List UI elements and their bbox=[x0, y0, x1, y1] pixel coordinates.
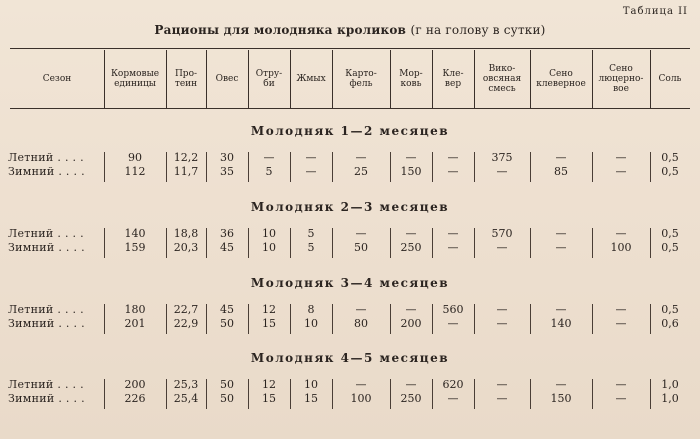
table-cell: 112 bbox=[124, 165, 146, 178]
season-label: Летний . . . . bbox=[8, 227, 84, 240]
table-cell: — bbox=[447, 165, 459, 178]
table-cell: 22,9 bbox=[173, 317, 199, 330]
table-cell: 200 bbox=[400, 317, 422, 330]
section-title: Молодняк 3—4 месяцев bbox=[250, 276, 450, 290]
season-label: Летний . . . . bbox=[8, 151, 84, 164]
table-cell: — bbox=[447, 227, 459, 240]
table-cell: — bbox=[355, 151, 367, 164]
table-cell: 45 bbox=[220, 241, 234, 254]
table-cell: 12 bbox=[262, 303, 276, 316]
table-cell: 1,0 bbox=[661, 378, 679, 391]
table-cell: 100 bbox=[350, 392, 372, 405]
table-cell: — bbox=[496, 317, 508, 330]
table-cell: 0,5 bbox=[661, 241, 679, 254]
table-cell: 85 bbox=[554, 165, 568, 178]
table-cell: 30 bbox=[220, 151, 234, 164]
table-cell: — bbox=[447, 151, 459, 164]
table-cell: 150 bbox=[550, 392, 572, 405]
table-cell: 1,0 bbox=[661, 392, 679, 405]
table-cell: 50 bbox=[220, 392, 234, 405]
column-header: Отру- би bbox=[255, 69, 283, 89]
table-cell: 0,5 bbox=[661, 165, 679, 178]
table-cell: — bbox=[405, 151, 417, 164]
table-cell: — bbox=[263, 151, 275, 164]
table-cell: 35 bbox=[220, 165, 234, 178]
section-title: Молодняк 1—2 месяцев bbox=[250, 124, 450, 138]
table-cell: 12 bbox=[262, 378, 276, 391]
season-label: Зимний . . . . bbox=[8, 392, 85, 405]
table-cell: 250 bbox=[400, 241, 422, 254]
table-cell: — bbox=[615, 378, 627, 391]
table-cell: — bbox=[355, 227, 367, 240]
table-cell: — bbox=[615, 151, 627, 164]
column-header: Карто- фель bbox=[345, 69, 377, 89]
table-cell: 620 bbox=[442, 378, 464, 391]
season-label: Летний . . . . bbox=[8, 303, 84, 316]
column-header: Сено клеверное bbox=[536, 69, 586, 89]
table-cell: 45 bbox=[220, 303, 234, 316]
table-cell: 90 bbox=[128, 151, 142, 164]
table-cell: 201 bbox=[124, 317, 146, 330]
table-cell: — bbox=[447, 392, 459, 405]
table-cell: — bbox=[496, 303, 508, 316]
table-cell: 15 bbox=[262, 317, 276, 330]
season-label: Зимний . . . . bbox=[8, 241, 85, 254]
table-cell: 5 bbox=[265, 165, 273, 178]
table-cell: 5 bbox=[307, 227, 315, 240]
column-header: Сено люцерно- вое bbox=[598, 64, 644, 94]
table-title-main: Рационы для молодняка кроликов bbox=[154, 23, 407, 37]
table-cell: 140 bbox=[550, 317, 572, 330]
column-header: Мор- ковь bbox=[399, 69, 423, 89]
table-cell: 25,3 bbox=[173, 378, 199, 391]
table-cell: — bbox=[555, 151, 567, 164]
table-cell: 12,2 bbox=[173, 151, 199, 164]
table-cell: 50 bbox=[220, 317, 234, 330]
table-cell: 0,6 bbox=[661, 317, 679, 330]
table-cell: 36 bbox=[220, 227, 234, 240]
column-header: Кле- вер bbox=[442, 69, 464, 89]
season-label: Зимний . . . . bbox=[8, 317, 85, 330]
table-cell: 11,7 bbox=[173, 165, 199, 178]
table-cell: — bbox=[405, 378, 417, 391]
table-cell: — bbox=[496, 392, 508, 405]
table-cell: — bbox=[615, 165, 627, 178]
column-header: Кормовые единицы bbox=[110, 69, 160, 89]
table-cell: — bbox=[555, 378, 567, 391]
table-cell: — bbox=[615, 392, 627, 405]
table-cell: — bbox=[355, 303, 367, 316]
table-cell: 50 bbox=[220, 378, 234, 391]
table-cell: 10 bbox=[304, 378, 318, 391]
table-cell: 150 bbox=[400, 165, 422, 178]
column-header: Вико- овсяная смесь bbox=[482, 64, 522, 94]
table-cell: — bbox=[447, 241, 459, 254]
table-cell: 15 bbox=[262, 392, 276, 405]
column-header: Соль bbox=[658, 74, 682, 84]
column-header: Про- теин bbox=[174, 69, 198, 89]
section-title: Молодняк 4—5 месяцев bbox=[250, 351, 450, 365]
table-cell: 560 bbox=[442, 303, 464, 316]
table-cell: 140 bbox=[124, 227, 146, 240]
table-cell: — bbox=[555, 303, 567, 316]
table-cell: — bbox=[615, 317, 627, 330]
table-cell: 375 bbox=[491, 151, 513, 164]
table-cell: 0,5 bbox=[661, 303, 679, 316]
table-cell: — bbox=[615, 227, 627, 240]
table-cell: — bbox=[496, 165, 508, 178]
table-cell: 25 bbox=[354, 165, 368, 178]
table-cell: 0,5 bbox=[661, 151, 679, 164]
column-header: Овес bbox=[215, 74, 239, 84]
table-cell: — bbox=[447, 317, 459, 330]
table-cell: — bbox=[615, 303, 627, 316]
header-top-rule bbox=[10, 48, 690, 49]
table-cell: — bbox=[496, 241, 508, 254]
column-header: Жмых bbox=[296, 74, 326, 84]
season-label: Зимний . . . . bbox=[8, 165, 85, 178]
table-title-unit: (г на голову в сутки) bbox=[410, 23, 546, 37]
table-cell: 8 bbox=[307, 303, 315, 316]
table-cell: — bbox=[305, 151, 317, 164]
table-cell: 10 bbox=[262, 241, 276, 254]
table-cell: 570 bbox=[491, 227, 513, 240]
table-cell: 10 bbox=[304, 317, 318, 330]
table-cell: 15 bbox=[304, 392, 318, 405]
table-cell: 200 bbox=[124, 378, 146, 391]
table-cell: 180 bbox=[124, 303, 146, 316]
table-number: Таблица II bbox=[622, 6, 688, 17]
table-cell: 22,7 bbox=[173, 303, 199, 316]
table-cell: 25,4 bbox=[173, 392, 199, 405]
table-cell: — bbox=[305, 165, 317, 178]
table-cell: 80 bbox=[354, 317, 368, 330]
table-cell: — bbox=[496, 378, 508, 391]
table-cell: — bbox=[405, 227, 417, 240]
table-cell: — bbox=[555, 241, 567, 254]
section-title: Молодняк 2—3 месяцев bbox=[250, 200, 450, 214]
table-cell: 100 bbox=[610, 241, 632, 254]
table-cell: 159 bbox=[124, 241, 146, 254]
table-title bbox=[0, 23, 700, 37]
table-cell: 0,5 bbox=[661, 227, 679, 240]
table-cell: 226 bbox=[124, 392, 146, 405]
table-cell: 18,8 bbox=[173, 227, 199, 240]
table-cell: 50 bbox=[354, 241, 368, 254]
table-cell: — bbox=[555, 227, 567, 240]
table-cell: — bbox=[355, 378, 367, 391]
header-bottom-rule bbox=[10, 108, 690, 109]
table-cell: 5 bbox=[307, 241, 315, 254]
table-cell: 250 bbox=[400, 392, 422, 405]
table-cell: — bbox=[405, 303, 417, 316]
season-label: Летний . . . . bbox=[8, 378, 84, 391]
table-cell: 10 bbox=[262, 227, 276, 240]
column-header: Сезон bbox=[42, 74, 72, 84]
table-cell: 20,3 bbox=[173, 241, 199, 254]
